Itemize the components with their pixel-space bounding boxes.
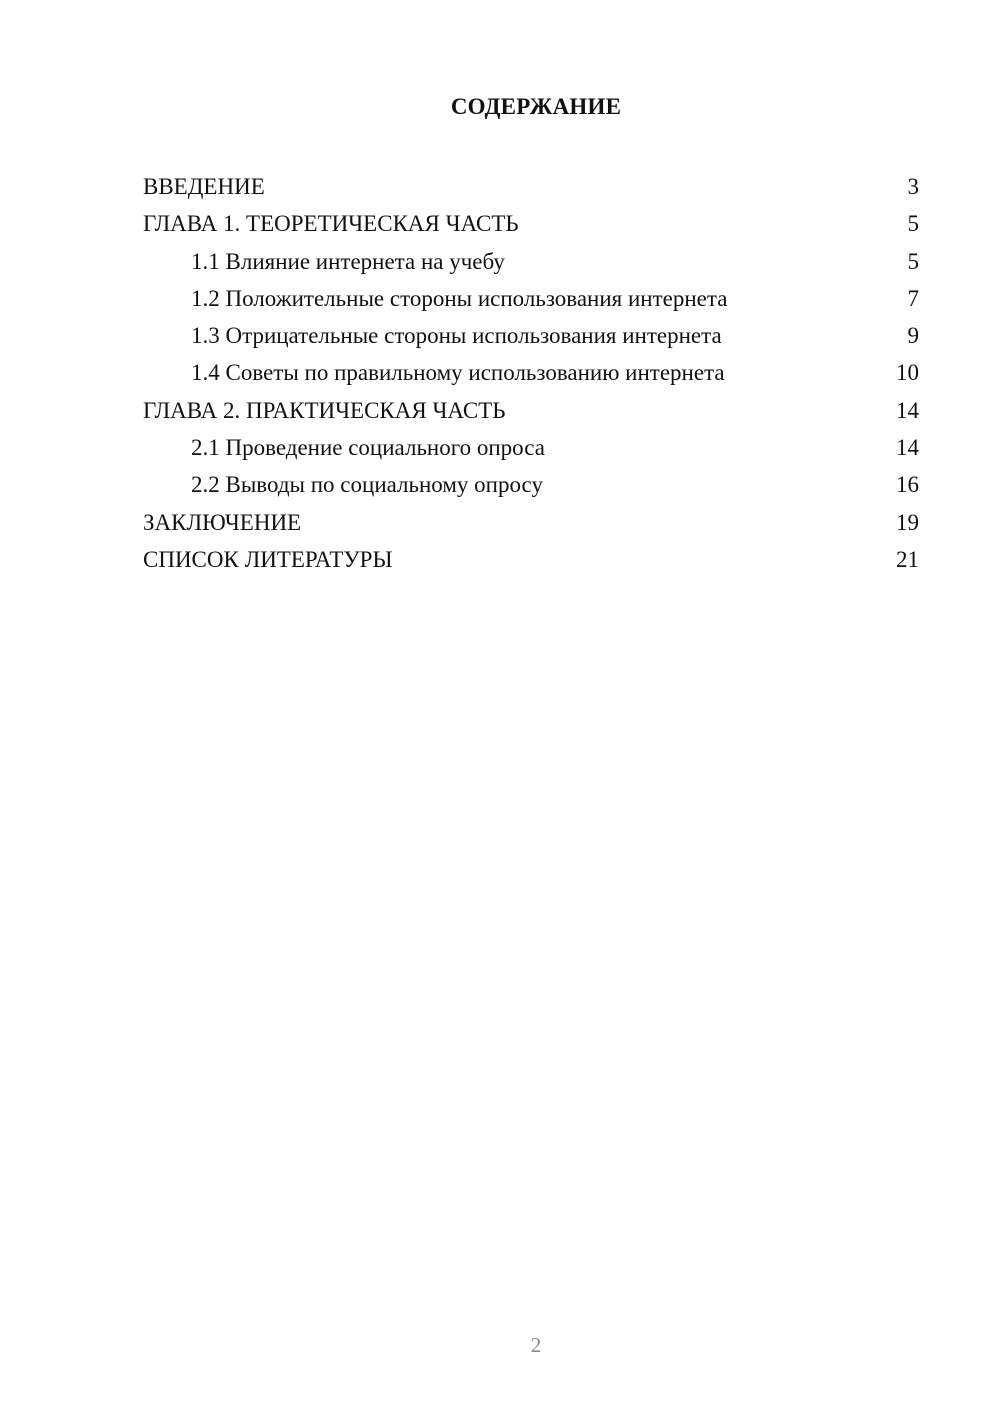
toc-entry-text: 2.2 Выводы по социальному опросу [191,472,543,498]
toc-entry-section-1-2[interactable] [143,280,919,317]
toc-entry-page: 21 [896,546,919,572]
toc-entry-page: 16 [896,472,919,498]
toc-entry-text: ГЛАВА 2. ПРАКТИЧЕСКАЯ ЧАСТЬ [143,397,506,423]
toc-entry-section-2-1[interactable] [143,429,919,466]
page-number: 2 [530,1333,542,1357]
toc-entry-section-2-2[interactable] [143,466,919,503]
toc-entry-text: 2.1 Проведение социального опроса [191,435,545,461]
toc-entry-text: СПИСОК ЛИТЕРАТУРЫ [143,546,393,572]
toc-entry-conclusion[interactable] [143,504,919,541]
toc-entry-text: ВВЕДЕНИЕ [143,174,265,199]
toc-entry-page: 9 [907,323,919,349]
toc-entry-section-1-1[interactable] [143,243,919,280]
toc-entry-text: ГЛАВА 1. ТЕОРЕТИЧЕСКАЯ ЧАСТЬ [143,211,519,237]
toc-entry-page: 5 [907,211,919,237]
toc-entry-text: 1.4 Советы по правильному использованию интернета [191,360,725,386]
toc-entry-text: ЗАКЛЮЧЕНИЕ [143,509,302,535]
toc-entry-text: 1.1 Влияние интернета на учебу [191,248,505,274]
toc-entry-chapter-1[interactable] [143,205,919,242]
toc-entry-chapter-2[interactable] [143,392,919,429]
toc-entry-page: 19 [896,509,919,535]
toc-entry-text: 1.3 Отрицательные стороны использования интернета [191,323,722,349]
toc-entry-text: 1.2 Положительные стороны использования интернета [191,285,728,311]
toc-entry-section-1-4[interactable] [143,354,919,391]
table-of-contents [143,168,919,578]
toc-entry-page: 3 [907,174,919,199]
toc-entry-introduction[interactable] [143,168,919,205]
toc-entry-references[interactable] [143,541,919,578]
page-title: СОДЕРЖАНИЕ [450,94,622,119]
toc-entry-page: 7 [907,285,919,311]
toc-entry-page: 14 [896,397,919,423]
toc-entry-page: 10 [896,360,919,386]
toc-entry-page: 5 [907,248,919,274]
toc-entry-section-1-3[interactable] [143,317,919,354]
toc-entry-page: 14 [896,435,919,461]
